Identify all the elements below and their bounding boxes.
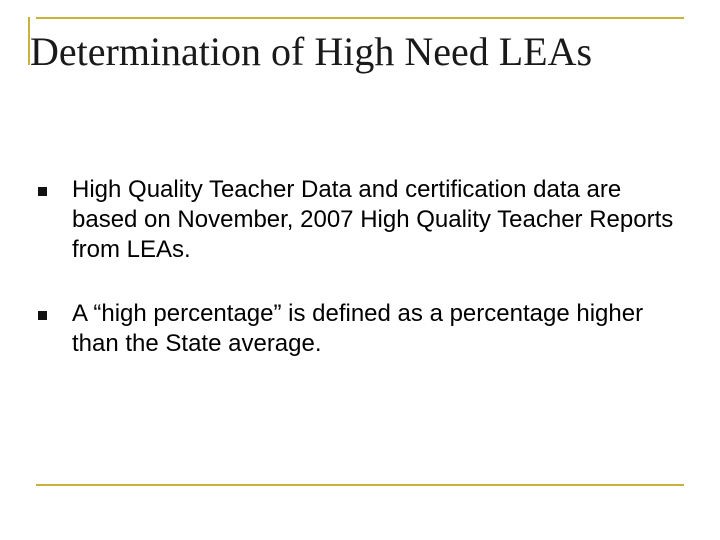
bullet-text: High Quality Teacher Data and certification data are based on November, 2007 High Quality Teacher Reports from LEAs. bbox=[72, 176, 674, 263]
footer-rule bbox=[36, 484, 684, 486]
square-bullet-icon bbox=[38, 187, 47, 196]
title-top-rule bbox=[36, 17, 684, 19]
bullet-text: A “high percentage” is defined as a percentage higher than the State average. bbox=[72, 300, 644, 357]
bullet-list bbox=[38, 175, 678, 393]
bullet-item bbox=[38, 175, 678, 265]
square-bullet-icon bbox=[38, 311, 47, 320]
slide-title: Determination of High Need LEAs bbox=[30, 29, 593, 74]
bullet-item bbox=[38, 299, 678, 359]
